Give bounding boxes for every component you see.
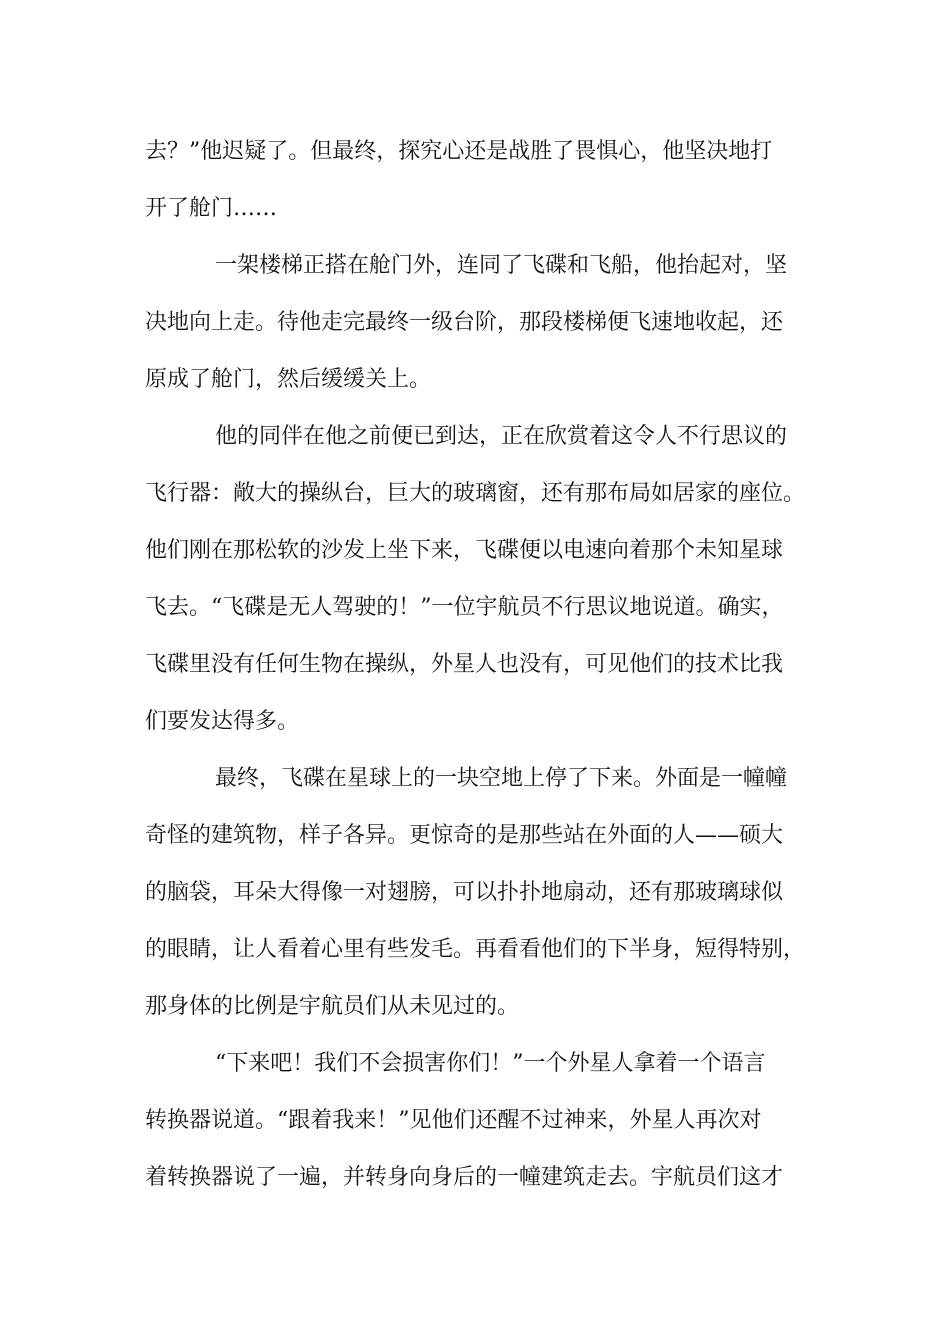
text-line: 的眼睛，让人看着心里有些发毛。再看看他们的下半身，短得特别， — [145, 937, 806, 962]
text-line: 决地向上走。待他走完最终一级台阶，那段楼梯便飞速地收起，还 — [145, 310, 784, 335]
text-line: 开了舱门…… — [145, 196, 278, 221]
text-line: 们要发达得多。 — [145, 709, 300, 734]
text-line: 飞去。“飞碟是无人驾驶的！”一位宇航员不行思议地说道。确实， — [145, 595, 784, 620]
text-line: 着转换器说了一遍，并转身向身后的一幢建筑走去。宇航员们这才 — [145, 1165, 784, 1190]
text-line: 的脑袋，耳朵大得像一对翅膀，可以扑扑地扇动，还有那玻璃球似 — [145, 880, 784, 905]
text-line: 飞行器：敞大的操纵台，巨大的玻璃窗，还有那布局如居家的座位。 — [145, 481, 806, 506]
text-line: 去？”他迟疑了。但最终，探究心还是战胜了畏惧心，他坚决地打 — [145, 139, 773, 164]
text-line: 转换器说道。“跟着我来！”见他们还醒不过神来，外星人再次对 — [145, 1108, 762, 1133]
paragraph-first-line: “下来吧！我们不会损害你们！”一个外星人拿着一个语言 — [215, 1051, 766, 1076]
text-line: 那身体的比例是宇航员们从未见过的。 — [145, 994, 520, 1019]
paragraph-first-line: 最终，飞碟在星球上的一块空地上停了下来。外面是一幢幢 — [215, 766, 788, 791]
text-line: 飞碟里没有任何生物在操纵，外星人也没有，可见他们的技术比我 — [145, 652, 784, 677]
paragraph-first-line: 他的同伴在他之前便已到达，正在欣赏着这令人不行思议的 — [215, 424, 788, 449]
paragraph-first-line: 一架楼梯正搭在舱门外，连同了飞碟和飞船，他抬起对，坚 — [215, 253, 788, 278]
text-line: 他们刚在那松软的沙发上坐下来，飞碟便以电速向着那个未知星球 — [145, 538, 784, 563]
text-line: 原成了舱门，然后缓缓关上。 — [145, 367, 432, 392]
text-line: 奇怪的建筑物，样子各异。更惊奇的是那些站在外面的人——硕大 — [145, 823, 784, 848]
